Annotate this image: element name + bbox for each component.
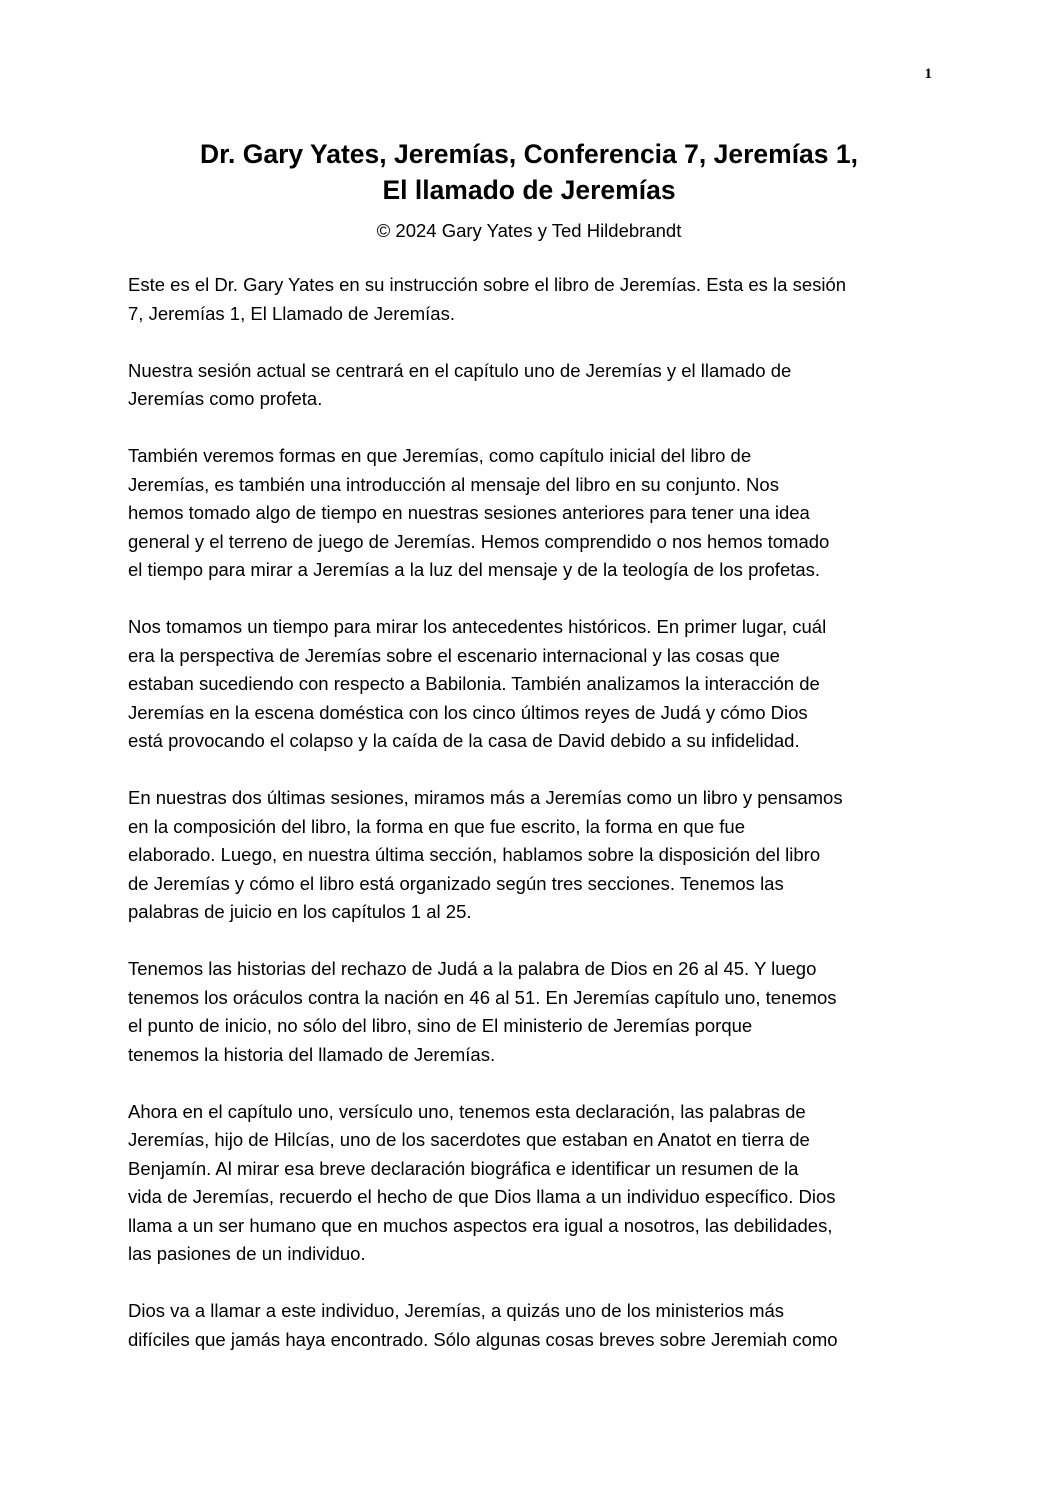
- body-paragraph: [128, 1297, 933, 1354]
- paragraph-line: tenemos los oráculos contra la nación en 46 al 51. En Jeremías capítulo uno, tenemos: [128, 986, 837, 1008]
- paragraph-line: general y el terreno de juego de Jeremías. Hemos comprendido o nos hemos tomado: [128, 530, 830, 552]
- paragraph-line: Nos tomamos un tiempo para mirar los antecedentes históricos. En primer lugar, cuál: [128, 616, 827, 637]
- copyright-notice: © 2024 Gary Yates y Ted Hildebrandt: [376, 220, 682, 241]
- body-paragraph: [128, 1098, 933, 1269]
- document-title: [80, 136, 978, 208]
- paragraph-line: tenemos la historia del llamado de Jeremías.: [128, 1043, 496, 1065]
- body-paragraph: [128, 613, 933, 756]
- paragraph-line: las pasiones de un individuo.: [128, 1243, 366, 1264]
- paragraph-line: También veremos formas en que Jeremías, como capítulo inicial del libro de: [128, 445, 752, 466]
- paragraph-line: elaborado. Luego, en nuestra última sección, hablamos sobre la disposición del libro: [128, 844, 821, 865]
- paragraph-line: palabras de juicio en los capítulos 1 al 25.: [128, 901, 472, 922]
- title-line: El llamado de Jeremías: [382, 175, 676, 205]
- paragraph-line: llama a un ser humano que en muchos aspectos era igual a nosotros, las debilidades,: [128, 1214, 833, 1236]
- paragraph-line: Ahora en el capítulo uno, versículo uno, tenemos esta declaración, las palabras de: [128, 1100, 806, 1122]
- paragraph-line: era la perspectiva de Jeremías sobre el escenario internacional y las cosas que: [128, 644, 780, 666]
- paragraph-line: Jeremías, hijo de Hilcías, uno de los sacerdotes que estaban en Anatot en tierra de: [128, 1129, 810, 1150]
- paragraph-line: el tiempo para mirar a Jeremías a la luz del mensaje y de la teología de los profetas.: [128, 559, 821, 580]
- paragraph-line: de Jeremías y cómo el libro está organizado según tres secciones. Tenemos las: [128, 872, 784, 894]
- paragraph-line: en la composición del libro, la forma en que fue escrito, la forma en que fue: [128, 815, 746, 837]
- page-number: 1: [924, 66, 932, 82]
- document-body: [128, 271, 933, 1383]
- paragraph-line: está provocando el colapso y la caída de la casa de David debido a su infidelidad.: [128, 730, 800, 751]
- paragraph-line: Jeremías en la escena doméstica con los cinco últimos reyes de Judá y cómo Dios: [128, 701, 808, 723]
- paragraph-line: 7, Jeremías 1, El Llamado de Jeremías.: [128, 302, 455, 324]
- paragraph-line: Jeremías, es también una introducción al mensaje del libro en su conjunto. Nos: [128, 473, 779, 495]
- paragraph-line: el punto de inicio, no sólo del libro, sino de El ministerio de Jeremías porque: [128, 1015, 753, 1036]
- paragraph-line: difíciles que jamás haya encontrado. Sólo algunas cosas breves sobre Jeremiah como: [128, 1328, 838, 1350]
- paragraph-line: Este es el Dr. Gary Yates en su instrucción sobre el libro de Jeremías. Esta es la sesión: [128, 274, 847, 295]
- paragraph-line: Jeremías como profeta.: [128, 388, 323, 409]
- body-paragraph: [128, 955, 933, 1069]
- paragraph-line: En nuestras dos últimas sesiones, miramos más a Jeremías como un libro y pensamos: [128, 787, 843, 808]
- body-paragraph: [128, 442, 933, 585]
- paragraph-line: Benjamín. Al mirar esa breve declaración biográfica e identificar un resumen de la: [128, 1157, 799, 1179]
- body-paragraph: [128, 784, 933, 927]
- body-paragraph: [128, 271, 933, 328]
- body-paragraph: [128, 357, 933, 414]
- paragraph-line: Tenemos las historias del rechazo de Judá a la palabra de Dios en 26 al 45. Y luego: [128, 958, 817, 979]
- paragraph-line: estaban sucediendo con respecto a Babilonia. También analizamos la interacción de: [128, 673, 820, 694]
- paragraph-line: vida de Jeremías, recuerdo el hecho de que Dios llama a un individuo específico. Dios: [128, 1186, 836, 1207]
- paragraph-line: Dios va a llamar a este individuo, Jeremías, a quizás uno de los ministerios más: [128, 1300, 785, 1321]
- paragraph-line: Nuestra sesión actual se centrará en el capítulo uno de Jeremías y el llamado de: [128, 359, 792, 381]
- paragraph-line: hemos tomado algo de tiempo en nuestras sesiones anteriores para tener una idea: [128, 502, 810, 523]
- title-line: Dr. Gary Yates, Jeremías, Conferencia 7, Jeremías 1,: [200, 139, 858, 169]
